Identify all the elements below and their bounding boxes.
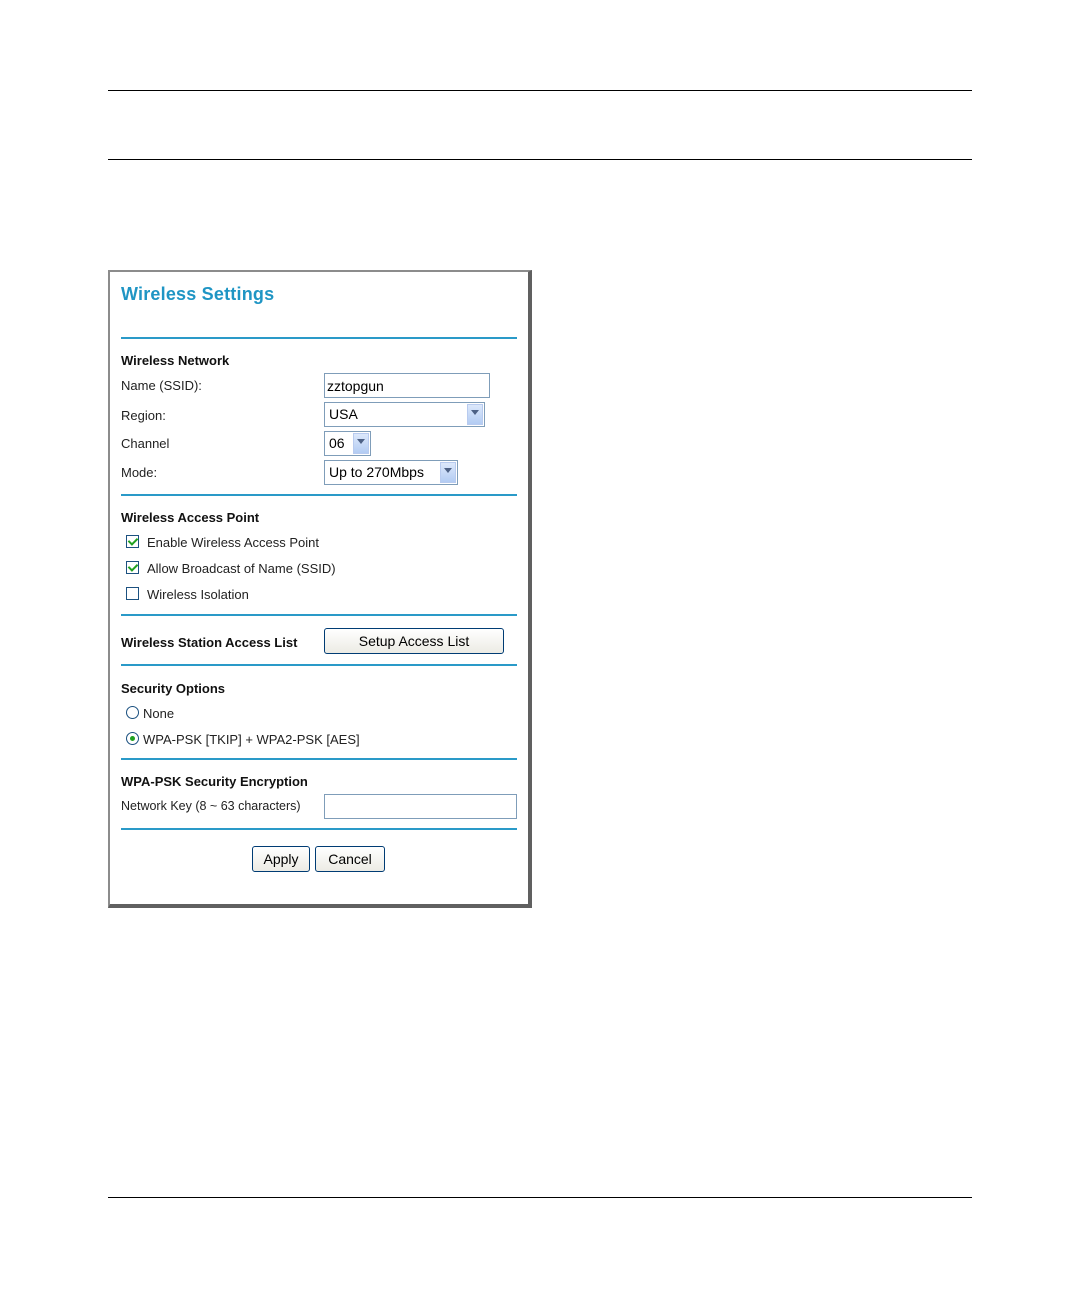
section-heading-station-list: Wireless Station Access List [121,635,298,650]
channel-label: Channel [121,436,170,451]
region-select[interactable] [324,402,485,427]
cancel-button[interactable]: Cancel [315,846,385,872]
chevron-down-icon[interactable] [440,462,456,483]
channel-select[interactable] [324,431,371,456]
network-key-label: Network Key (8 ~ 63 characters) [121,799,301,813]
broadcast-ssid-label: Allow Broadcast of Name (SSID) [147,561,336,576]
page-header-rule [108,159,972,160]
ssid-input[interactable] [324,373,490,398]
security-none-radio[interactable] [126,706,139,719]
wireless-isolation-label: Wireless Isolation [147,587,249,602]
mode-label: Mode: [121,465,158,480]
section-heading-encryption: WPA-PSK Security Encryption [121,774,308,789]
security-none-label: None [143,706,175,721]
security-wpa-label: WPA-PSK [TKIP] + WPA2-PSK [AES] [143,732,360,747]
page-title: Wireless Settings [121,284,275,304]
enable-access-point-checkbox[interactable] [126,535,139,548]
mode-selected-value: Up to 270Mbps [329,464,424,480]
separator [121,758,517,760]
page-top-rule [108,90,972,91]
separator [121,337,517,339]
separator [121,664,517,666]
setup-access-list-button[interactable]: Setup Access List [324,628,504,654]
wireless-isolation-checkbox[interactable] [126,587,139,600]
channel-selected-value: 06 [329,435,345,451]
network-key-input[interactable] [324,794,517,819]
mode-select[interactable] [324,460,458,485]
enable-access-point-label: Enable Wireless Access Point [147,535,319,550]
section-heading-access-point: Wireless Access Point [121,510,260,525]
wireless-settings-panel [108,270,532,908]
region-label: Region: [121,408,166,423]
chevron-down-icon[interactable] [353,433,369,454]
apply-button[interactable]: Apply [252,846,310,872]
security-wpa-radio[interactable] [126,732,139,745]
region-selected-value: USA [329,406,358,422]
ssid-label: Name (SSID): [121,378,202,393]
chevron-down-icon[interactable] [467,404,483,425]
page-footer-rule [108,1197,972,1198]
broadcast-ssid-checkbox[interactable] [126,561,139,574]
separator [121,494,517,496]
separator [121,828,517,830]
section-heading-security-options: Security Options [121,681,226,696]
separator [121,614,517,616]
section-heading-wireless-network: Wireless Network [121,353,230,368]
